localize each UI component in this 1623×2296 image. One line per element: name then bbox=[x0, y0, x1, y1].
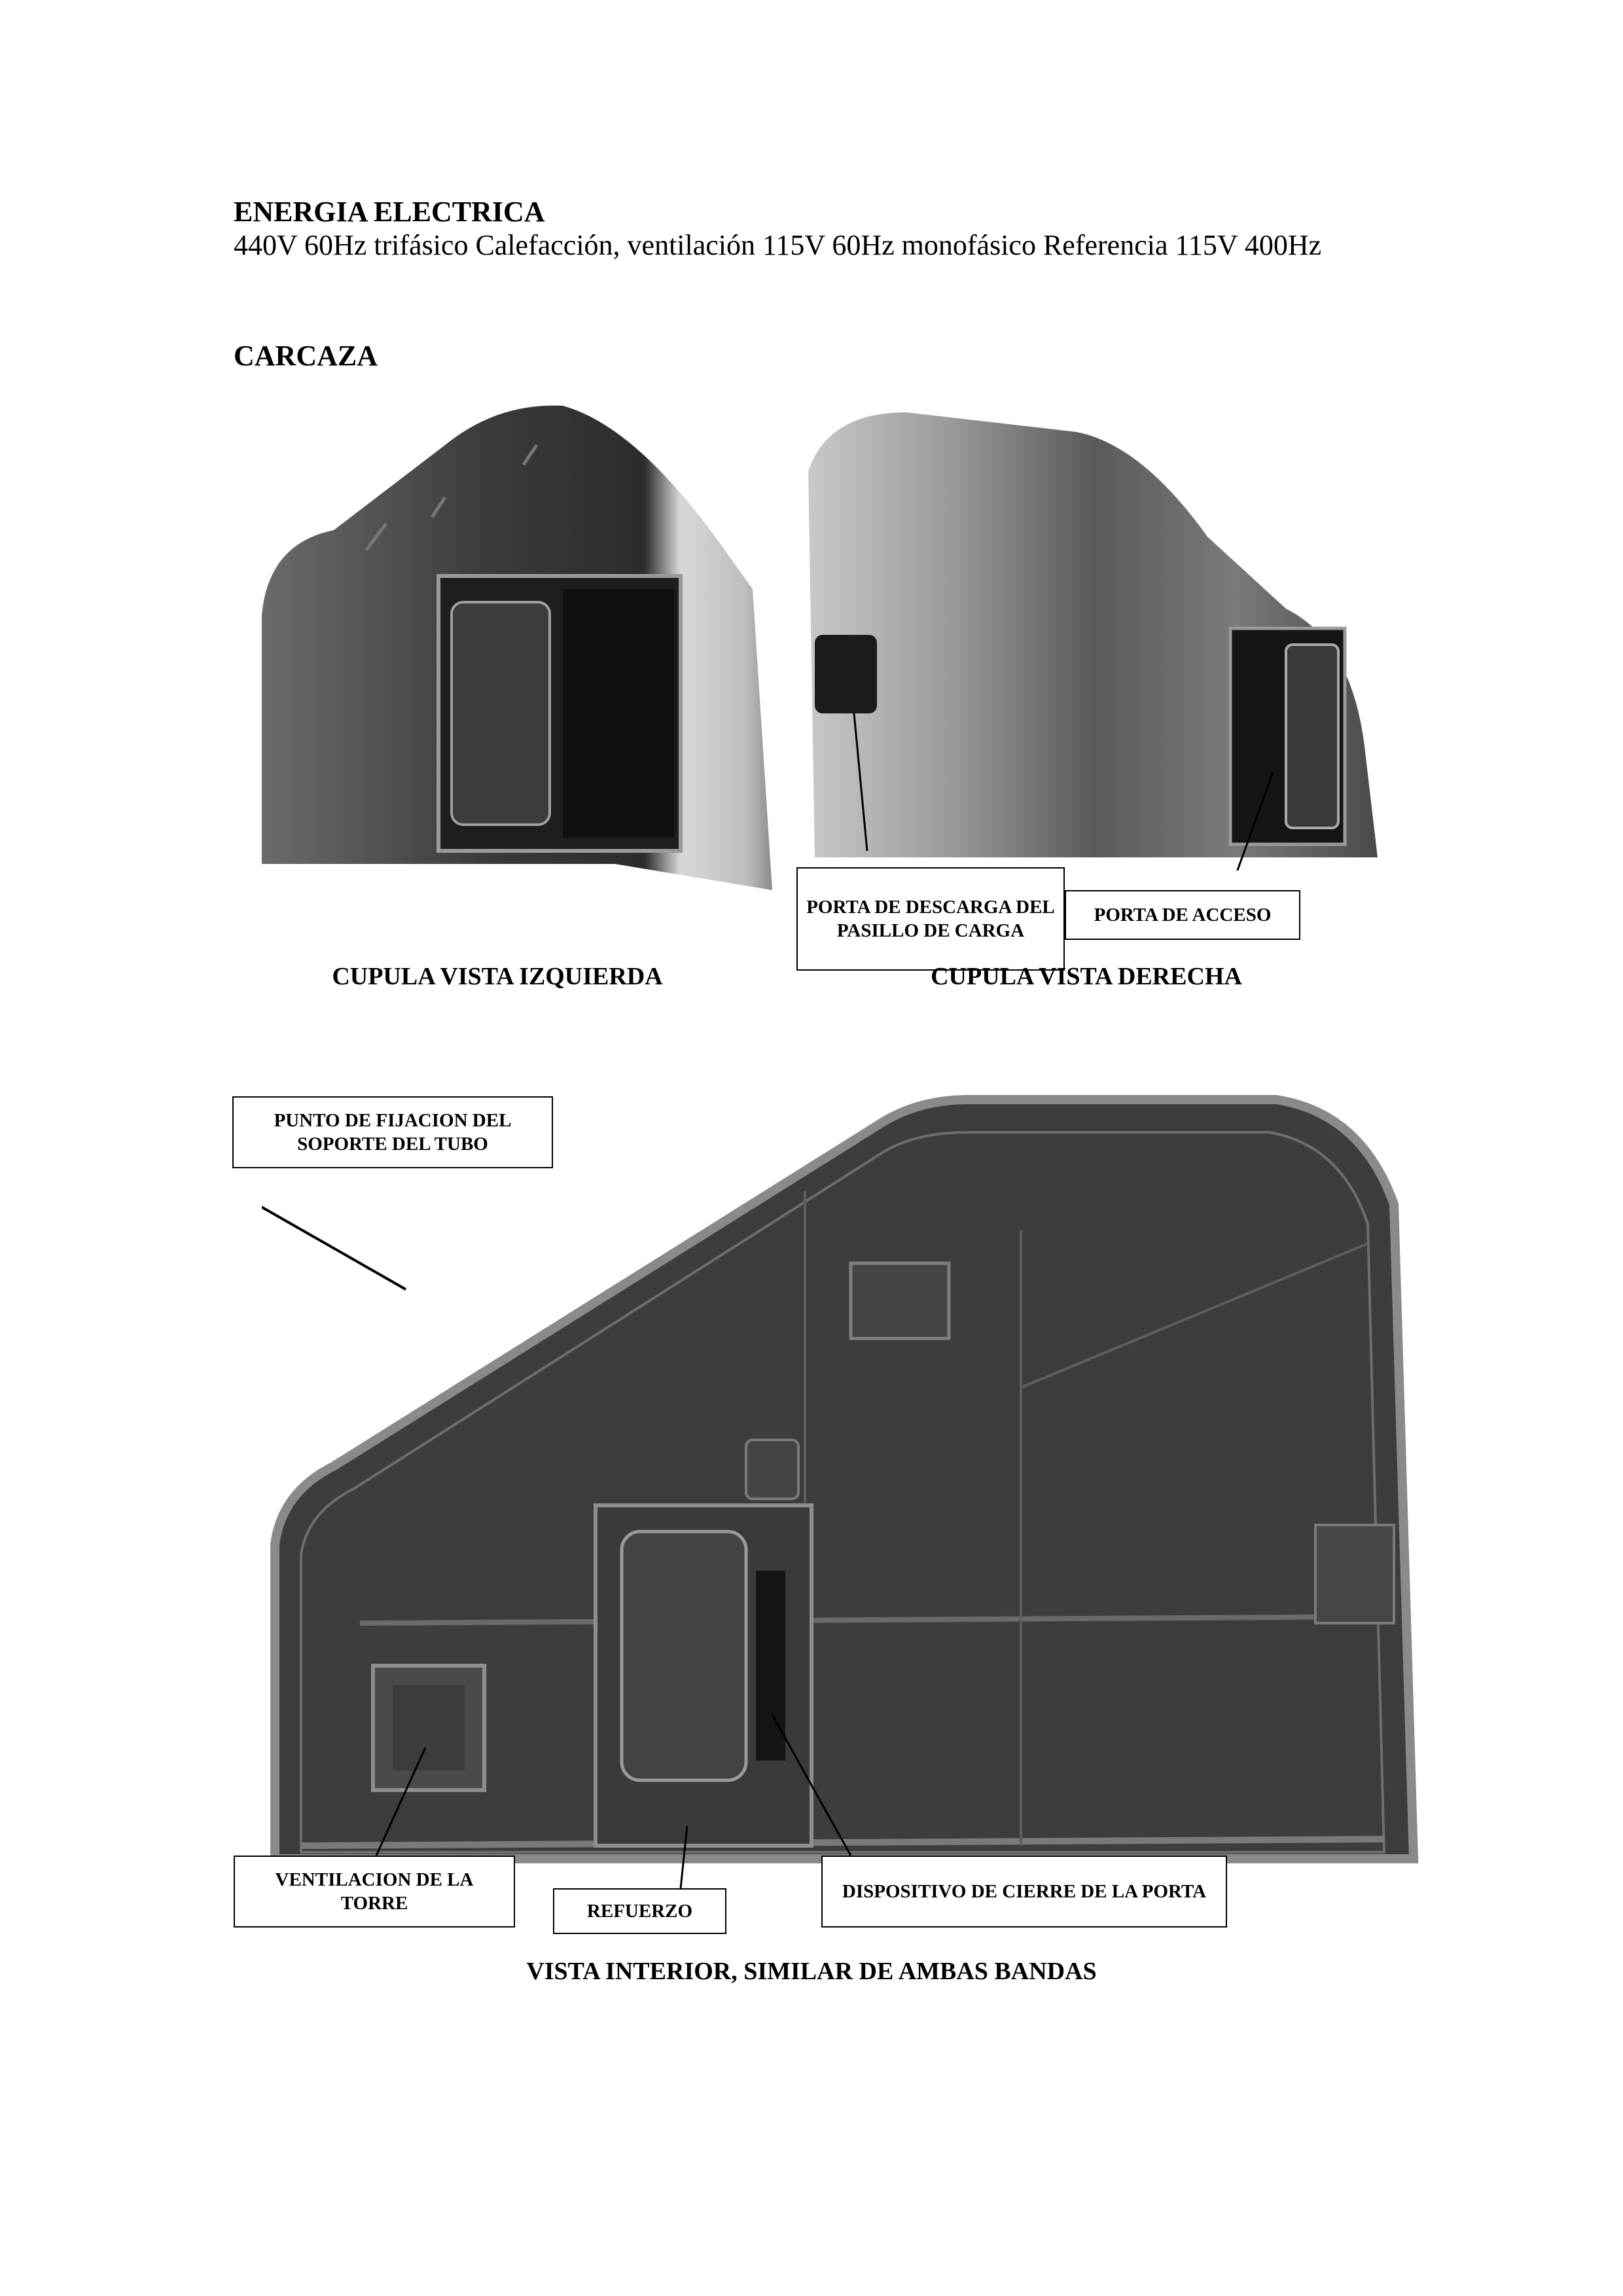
caption-interior-view: VISTA INTERIOR, SIMILAR DE AMBAS BANDAS bbox=[526, 1958, 1097, 1985]
callout-discharge-door: PORTA DE DESCARGA DEL PASILLO DE CARGA bbox=[796, 867, 1065, 971]
section-heading-energia: ENERGIA ELECTRICA bbox=[234, 196, 545, 228]
callout-reinforcement: REFUERZO bbox=[553, 1888, 726, 1934]
callout-door-lock: DISPOSITIVO DE CIERRE DE LA PORTA bbox=[821, 1856, 1227, 1928]
caption-left-view: CUPULA VISTA IZQUIERDA bbox=[332, 963, 663, 990]
section-heading-carcaza: CARCAZA bbox=[234, 340, 378, 372]
electrical-spec-text: 440V 60Hz trifásico Calefacción, ventilación 115V 60Hz monofásico Referencia 115V 400Hz bbox=[234, 229, 1322, 261]
caption-right-view: CUPULA VISTA DERECHA bbox=[931, 963, 1242, 990]
callout-access-door: PORTA DE ACCESO bbox=[1065, 890, 1300, 940]
callout-tube-support: PUNTO DE FIJACION DEL SOPORTE DEL TUBO bbox=[232, 1096, 553, 1168]
callout-tower-vent: VENTILACION DE LA TORRE bbox=[234, 1856, 515, 1928]
